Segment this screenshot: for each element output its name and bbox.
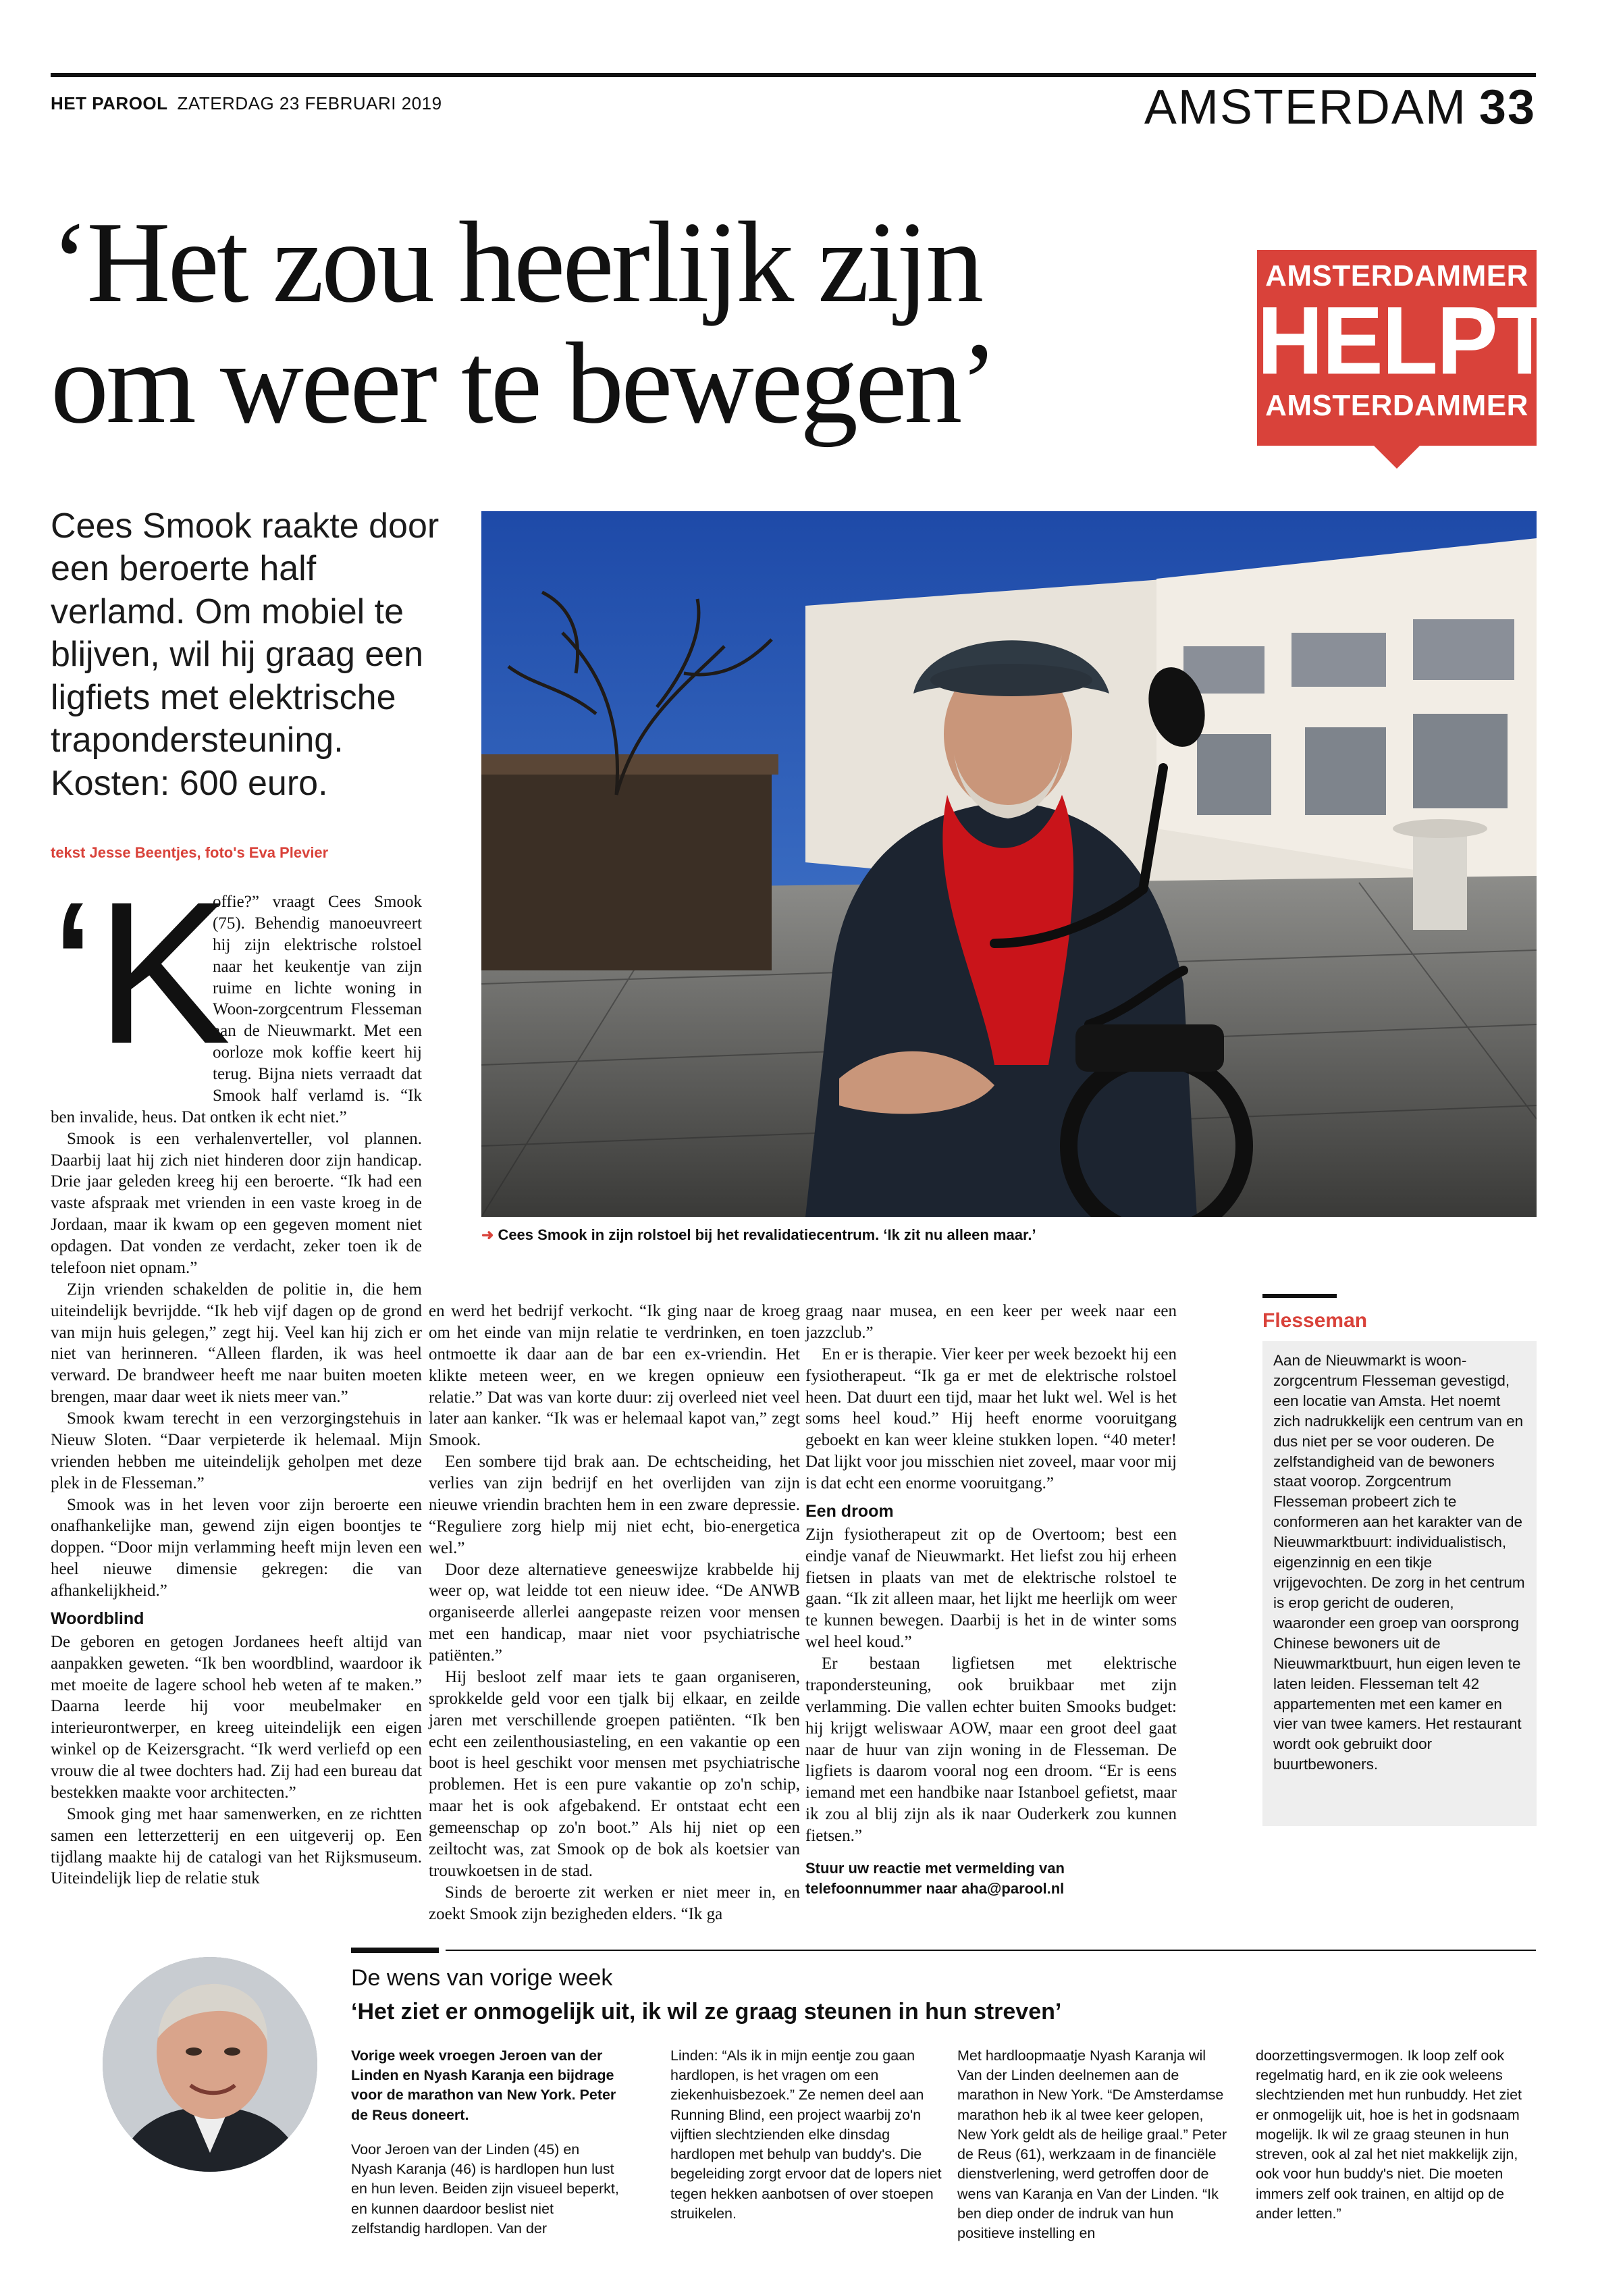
headline [51,199,1252,448]
subheading-een-droom: Een droom [805,1501,894,1521]
sidebar-rule [1262,1294,1337,1298]
article-paragraph: En er is therapie. Vier keer per week bezoekt hij een fysiotherapeut. “Ik ga er met de elektrische rolstoel heen. Dat duurt een tijd, maar het lukt wel. Wel is het soms heel koud.” Hij heeft enorme vooruitgang geboekt en kan weer kleine stukken lopen. “40 meter! Dat lijkt voor jou misschien niet zoveel, maar voor mij is dat echt een enorme vooruitgang.” [805,1345,1177,1492]
previous-lead: Vorige week vroegen Jeroen van der Linden en Nyash Karanja een bijdrage voor de marathon van New York. Peter de Reus doneert. [351,2047,616,2123]
article-paragraph: Zijn fysiotherapeut zit op de Overtoom; best een eindje vanaf de Nieuwmarkt. Het liefst zou hij erheen fietsen in plaats van met de elektrische rolstoel te gaan. “Ik zit alleen maar, het lijkt me heerlijk om weer te kunnen bewegen. Daarbij is het in de winter soms wel heel koud.” [805,1525,1177,1652]
top-rule [51,73,1536,77]
article-paragraph: Smook is een verhalenverteller, vol plannen. Daarbij laat hij zich niet hinderen door zijn handicap. Drie jaar geleden kreeg hij een beroerte. “Ik had een vaste afspraak met vrienden in een vaste kroeg in de Jordaan, maar ik kwam op een gegeven moment niet opdagen. Dat vonden ze verdacht, zeker toen ik de telefoon niet opnam.” [51,1129,422,1277]
article-paragraph: Er bestaan ligfietsen met elektrische trapondersteuning, ook bruikbaar met zijn verlamming. Die vallen echter buiten Smooks budget: hij krijgt weliswaar AOW, maar een groot deel gaat naar de huur van zijn woning in de Flesseman. De ligfiets is daarom vooral nog een droom. “Er is eens iemand met een handbike naar Istanboel gefietst, maar ik zou al blij zijn als ik naar Ouderkerk zou kunnen fietsen.” [805,1654,1177,1845]
previous-paragraph: Voor Jeroen van der Linden (45) en Nyash Karanja (46) is hardlopen hun lust en hun leven. Beiden zijn visueel beperkt, en kunnen daardoor beslist niet zelfstandig hardlopen. Van der [351,2141,619,2237]
subheading-woordblind: Woordblind [51,1609,144,1628]
article-paragraph: De geboren en getogen Jordanees heeft altijd van aanpakken geweten. “Ik ben woordblind, waardoor ik met moeite de lagere school heb weten af te maken.” Daarna leerde hij voor meubelmaker en interieurontwerper, en kreeg uiteindelijk een eigen winkel op de Keizersgracht. “Ik werd verliefd op een vrouw die al twee dochters had. Zij had een bureau dat bestekken maakte voor architecten.” [51,1632,422,1802]
intro-text: Cees Smook raakte door een beroerte half verlamd. Om mobiel te blijven, wil hij graag een ligfiets met elektrische trapondersteuning. Kosten: 600 euro. [51,506,440,803]
previous-paragraph: Met hardloopmaatje Nyash Karanja wil Van der Linden deelnemen aan de marathon in New York. “De Amsterdamse marathon heb ik al twee keer gelopen, New York geldt als de heilige graal.” Peter de Reus (61), werkzaam in de financiële dienstverlening, werd getroffen door de wens van Karanja en Van der Linden. “Ik ben diep onder de indruk van hun positieve instelling en [957,2047,1227,2242]
paper-name: HET PAROOL [51,93,168,113]
previous-kicker: De wens van vorige week [351,1965,613,1991]
article-paragraph: Door deze alternatieve geneeswijze krabbelde hij weer op, wat leidde tot een nieuw idee. “De ANWB organiseerde allerlei aangepaste reizen voor mensen met een handicap, maar niet voor psychiatrische patiënten.” [429,1560,800,1665]
section-rule-thin [446,1950,1536,1951]
byline: tekst Jesse Beentjes, foto's Eva Plevier [51,844,329,861]
article-paragraph: graag naar musea, en een keer per week naar een jazzclub.” [805,1302,1177,1342]
previous-column-1 [351,2046,624,2253]
badge-bottom: AMSTERDAMMER [1265,389,1528,422]
masthead [51,93,442,114]
arrow-right-icon: ➜ [481,1226,494,1243]
sidebar-title: Flesseman [1262,1309,1368,1332]
article-paragraph: en werd het bedrijf verkocht. “Ik ging naar de kroeg om het einde van mijn relatie te verdrinken, en toen ontmoette ik daar aan de bar een ex-vriendin. Het klikte meteen weer, en we kregen opnieuw een relatie.” Dat was van korte duur: zij overleed niet veel later aan kanker. “Ik was er helemaal kapot van,” zegt Smook. [429,1302,800,1450]
previous-column-2 [670,2046,944,2239]
section-rule-thick [351,1948,439,1953]
sidebar-text: Aan de Nieuwmarkt is woon-zorgcentrum Flesseman gevestigd, een locatie van Amsta. Het noemt zich nadrukkelijk een centrum van en dus niet per se voor ouderen. De zelfstandigheid van de bewoners staat voorop. Zorgcentrum Flesseman probeert zich te conformeren aan het karakter van de Nieuwmarktbuurt: individualistisch, eigenzinnig en een tikje vrijgevochten. De zorg in het centrum is erop gericht de ouderen, waaronder een groep van oorsprong Chinese bewoners uit de Nieuwmarktbuurt, hun eigen leven te laten leiden. Flesseman telt 42 appartementen met een kamer en vier van twee kamers. Het restaurant wordt ook gebruikt door buurtbewoners. [1262,1341,1537,1826]
badge-main: HELPT [1257,286,1551,394]
badge-top: AMSTERDAMMER [1265,259,1528,292]
portrait-photo [103,1957,317,2172]
previous-title: ‘Het ziet er onmogelijk uit, ik wil ze graag steunen in hun streven’ [351,1999,1062,2025]
badge-pointer [1374,446,1420,469]
headline-line-1: ‘Het zou heerlijk zijn [51,199,982,327]
article-column-3 [805,1301,1177,1847]
dropcap: ‘K [51,859,231,1086]
article-column-2 [429,1301,800,1925]
article-paragraph: Smook kwam terecht in een verzorgingstehuis in Nieuw Sloten. “Daar verpieterde ik helemaal. Mijn vrienden hebben me uiteindelijk geholpen met deze plek in de Flesseman.” [51,1409,422,1492]
rubric-badge [1257,250,1551,446]
issue-date: ZATERDAG 23 FEBRUARI 2019 [177,93,442,113]
previous-column-3 [957,2046,1231,2258]
article-paragraph: Een sombere tijd brak aan. De echtscheiding, het verlies van zijn bedrijf en het overlijden van zijn nieuwe vriendin brachten hem in een zware depressie. “Reguliere zorg hielp mij niet echt, bio-energetica wel.” [429,1453,800,1557]
headline-line-2: om weer te bewegen’ [51,319,996,448]
previous-paragraph: Linden: “Als ik in mijn eentje zou gaan hardlopen, is het vragen om een ziekenhuisbezoek.” Ze nemen deel aan Running Blind, een project waarbij zo'n vijftien slechtzienden elke dinsdag hardlopen met behulp van buddy's. Die begeleiding zorgt ervoor dat de lopers niet tegen hekken aanbotsen of over stoepen struikelen. [670,2047,942,2222]
main-photo [481,511,1537,1217]
previous-column-4 [1256,2046,1529,2239]
article-paragraph: Smook was in het leven voor zijn beroerte een onafhankelijke man, gewend zijn eigen boontjes te doppen. “Door mijn verlamming heeft mijn leven een heel nieuwe dimensie gekregen: die van afhankelijkheid.” [51,1495,422,1600]
portrait-illustration [103,1957,317,2172]
section-header [1144,80,1536,135]
section-name: AMSTERDAM [1144,80,1467,134]
caption-text: Cees Smook in zijn rolstoel bij het revalidatiecentrum. ‘Ik zit nu alleen maar.’ [498,1226,1036,1243]
article-paragraph: Hij besloot zelf maar iets te gaan organiseren, sprokkelde geld voor een tjalk bij elkaar, en zeilde jaren met verschillende groepen patiënten. “Ik ben echt een zeilenthousiasteling, en een vakantie op een boot is heel geschikt voor mensen met psychiatrische problemen. Het is een pure vakantie op zo'n schip, maar het is ook afgebakend. Er ontstaat echt een gemeenschap op zo'n boot.” Als hij niet op een zeiltocht was, zat Smook op de bok als koetsier van trouwkoetsen in de stad. [429,1667,800,1880]
article-paragraph: Zijn vrienden schakelden de politie in, die hem uiteindelijk bevrijdde. “Ik heb vijf dagen op de grond van mijn huis gelegen,” zegt hij. Veel kan hij zich er niet van herinneren. “Alleen flarden, ik was heel verward. De brandweer heeft me naar buiten moeten brengen, maar daar weet ik niets meer van.” [51,1280,422,1407]
reply-note: Stuur uw reactie met vermelding van telefoonnummer naar aha@parool.nl [805,1860,1065,1897]
article-paragraph: Smook ging met haar samenwerken, en ze richtten samen een letterzetterij en een uitgeverij op. Een tijdlang maakte hij de catalogi van het Rijksmuseum. Uiteindelijk liep de relatie stuk [51,1804,422,1888]
sidebar-flesseman [1262,1294,1537,1826]
page-number: 33 [1479,80,1536,134]
photo-illustration [481,511,1537,1217]
previous-paragraph: doorzettingsvermogen. Ik loop zelf ook regelmatig hard, en ik zie ook weleens slechtzienden met hun runbuddy. Het ziet er onmogelijk uit, hoe is het in godsnaam mogelijk. Ik wil ze graag steunen in hun streven, ook al zal het niet makkelijk zijn, ook voor hun buddy's niet. Die moeten immers zelf ook trainen, en altijd op de ander letten.” [1256,2047,1522,2222]
photo-caption [481,1226,1036,1244]
article-paragraph: offie?” vraagt Cees Smook (75). Behendig manoeuvreert hij zijn elektrische rolstoel naar het keukentje van zijn ruime en lichte woning in Woon-zorgcentrum Flesseman aan de Nieuwmarkt. Met een oorloze mok koffie keert hij terug. Bijna niets verraadt dat Smook half verlamd is. “Ik ben invalide, heus. Dat ontken ik echt niet.” [51,893,422,1126]
article-paragraph: Sinds de beroerte zit werken er niet meer in, en zoekt Smook zijn bezigheden elders. “Ik ga [429,1883,800,1923]
